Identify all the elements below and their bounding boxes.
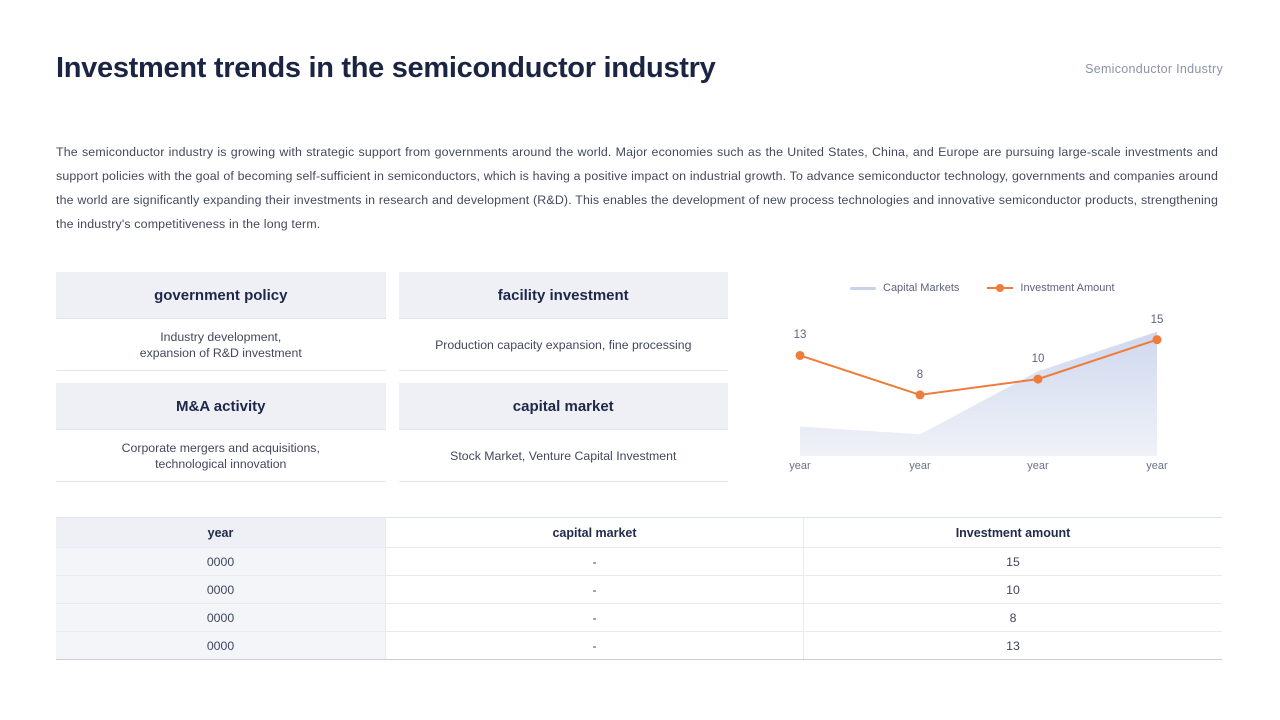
cell-investment-amount: 13	[1006, 638, 1020, 653]
area-series	[800, 332, 1157, 456]
x-axis-label: year	[1027, 460, 1049, 472]
chart-plot	[745, 306, 1220, 456]
card-body: Stock Market, Venture Capital Investment	[399, 430, 729, 482]
column-header-investment-amount: Investment amount	[804, 518, 1222, 547]
column-header-year: year	[56, 518, 386, 547]
card-title: facility investment	[399, 272, 729, 319]
cell-year: 0000	[56, 576, 386, 603]
cell-investment-amount: 10	[1006, 582, 1020, 597]
legend-item-capital-markets	[850, 282, 959, 294]
chart-legend	[850, 282, 1115, 294]
legend-label: Capital Markets	[883, 282, 960, 294]
investment-chart	[745, 272, 1220, 487]
point-label: 10	[1031, 353, 1045, 366]
x-axis-label: year	[1146, 460, 1168, 472]
cell-capital-market: -	[386, 632, 804, 659]
column-header-capital-market: capital market	[386, 518, 804, 547]
page-title: Investment trends in the semiconductor industry	[56, 52, 716, 84]
point-label: 15	[1150, 313, 1164, 326]
point-label: 13	[793, 329, 807, 342]
area-swatch-icon	[850, 287, 876, 290]
table-row	[56, 604, 1222, 632]
table-row	[56, 632, 1222, 659]
cell-year: 0000	[56, 604, 386, 631]
cell-capital-market: -	[386, 604, 804, 631]
investment-table	[56, 517, 1222, 660]
x-axis-label: year	[909, 460, 931, 472]
line-swatch-icon	[987, 287, 1013, 289]
card-row	[56, 383, 728, 482]
table-header-row	[56, 518, 1222, 548]
cell-capital-market: -	[386, 576, 804, 603]
cell-year: 0000	[56, 632, 386, 659]
card-body: Corporate mergers and acquisitions, technological innovation	[56, 430, 386, 482]
card-government-policy	[56, 272, 386, 371]
cell-year: 0000	[56, 548, 386, 575]
intro-paragraph: The semiconductor industry is growing with strategic support from governments around the world. Major economies such as the United States, China, and Europe are pursuing large-scale investments and support policies with the goal of becoming self-sufficient in semiconductors, which is having a positive impact on industrial growth. To advance semiconductor technology, governments and companies around the world are significantly expanding their investments in research and development (R&D). This enables the development of new process technologies and innovative semiconductor products, strengthening the industry's competitiveness in the long term.	[56, 145, 1218, 231]
cell-investment-amount: 8	[1009, 610, 1017, 625]
card-row	[56, 272, 728, 371]
legend-label: Investment Amount	[1020, 282, 1115, 294]
point-label: 8	[916, 368, 924, 381]
chart-x-axis	[745, 460, 1220, 476]
card-title: government policy	[56, 272, 386, 319]
table-row	[56, 548, 1222, 576]
card-body: Industry development, expansion of R&D investment	[56, 319, 386, 371]
card-capital-market	[399, 383, 729, 482]
cell-investment-amount: 15	[1006, 554, 1020, 569]
cell-capital-market: -	[386, 548, 804, 575]
card-title: capital market	[399, 383, 729, 430]
header-kicker: Semiconductor Industry	[1085, 62, 1223, 76]
card-facility-investment	[399, 272, 729, 371]
table-row	[56, 576, 1222, 604]
x-axis-label: year	[789, 460, 811, 472]
card-grid	[56, 272, 728, 494]
card-ma-activity	[56, 383, 386, 482]
card-title: M&A activity	[56, 383, 386, 430]
legend-item-investment-amount	[987, 282, 1114, 294]
card-body: Production capacity expansion, fine processing	[399, 319, 729, 371]
